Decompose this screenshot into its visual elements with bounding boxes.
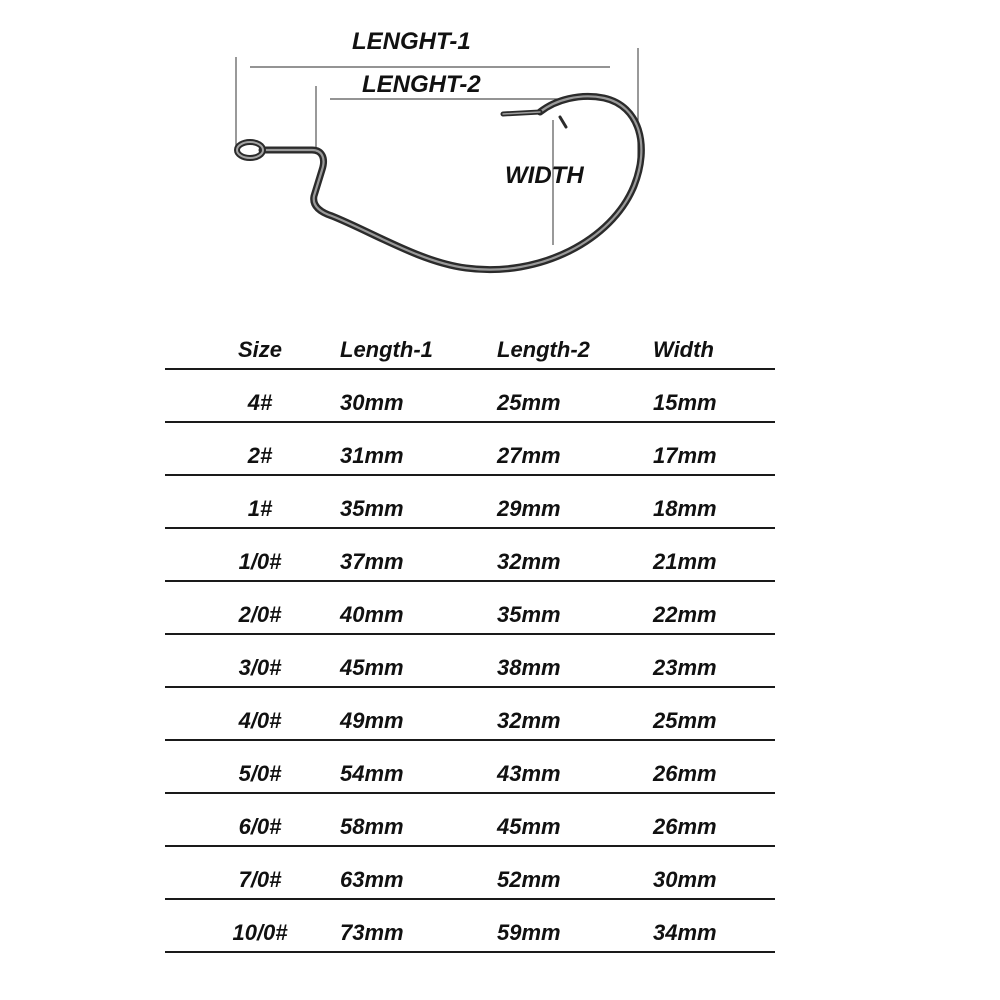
width-label: WIDTH — [505, 162, 584, 189]
length1-cell: 45mm — [340, 655, 404, 680]
header-size: Size — [237, 337, 283, 362]
table-row — [165, 900, 775, 953]
length1-cell: 35mm — [340, 496, 404, 521]
size-table — [165, 325, 775, 953]
hook-wire — [262, 96, 641, 269]
size-cell: 1# — [247, 496, 273, 521]
header-length1: Length-1 — [340, 337, 433, 362]
size-cell: 3/0# — [238, 655, 282, 680]
length1-cell: 49mm — [340, 708, 404, 733]
size-cell: 1/0# — [238, 549, 282, 574]
length1-cell: 40mm — [340, 602, 404, 627]
length2-cell: 52mm — [497, 867, 561, 892]
width-cell: 26mm — [653, 814, 717, 839]
size-cell: 7/0# — [238, 867, 282, 892]
size-cell: 4# — [247, 390, 273, 415]
length2-cell: 43mm — [497, 761, 561, 786]
hook-diagram — [0, 0, 1000, 300]
length1-cell: 58mm — [340, 814, 404, 839]
width-cell: 23mm — [653, 655, 717, 680]
length1-label: LENGHT-1 — [352, 28, 471, 55]
width-cell: 21mm — [653, 549, 717, 574]
length2-cell: 59mm — [497, 920, 561, 945]
length1-cell: 63mm — [340, 867, 404, 892]
header-width: Width — [653, 337, 714, 362]
length1-cell: 37mm — [340, 549, 404, 574]
length1-cell: 73mm — [340, 920, 404, 945]
width-cell: 30mm — [653, 867, 717, 892]
length1-cell: 31mm — [340, 443, 404, 468]
width-cell: 34mm — [653, 920, 717, 945]
table-rule — [165, 951, 775, 953]
width-cell: 15mm — [653, 390, 717, 415]
table-row — [165, 476, 775, 529]
length2-cell: 32mm — [497, 708, 561, 733]
header-length2: Length-2 — [497, 337, 590, 362]
width-cell: 22mm — [653, 602, 717, 627]
length2-label: LENGHT-2 — [362, 71, 481, 98]
length2-cell: 25mm — [497, 390, 561, 415]
table-row — [165, 847, 775, 900]
length2-cell: 45mm — [497, 814, 561, 839]
length1-cell: 30mm — [340, 390, 404, 415]
size-cell: 2/0# — [238, 602, 282, 627]
length2-cell: 38mm — [497, 655, 561, 680]
size-cell: 6/0# — [238, 814, 282, 839]
table-row — [165, 635, 775, 688]
size-cell: 5/0# — [238, 761, 282, 786]
size-cell: 2# — [247, 443, 273, 468]
table-row — [165, 688, 775, 741]
length2-cell: 35mm — [497, 602, 561, 627]
table-row — [165, 370, 775, 423]
table-row — [165, 741, 775, 794]
length2-cell: 27mm — [497, 443, 561, 468]
length2-cell: 32mm — [497, 549, 561, 574]
width-cell: 18mm — [653, 496, 717, 521]
size-cell: 10/0# — [232, 920, 288, 945]
table-body — [165, 370, 775, 953]
fishing-hook-illustration — [0, 0, 1000, 300]
length1-cell: 54mm — [340, 761, 404, 786]
width-cell: 25mm — [653, 708, 717, 733]
table-row — [165, 529, 775, 582]
length2-cell: 29mm — [497, 496, 561, 521]
table-row — [165, 794, 775, 847]
table-header-row — [165, 325, 775, 370]
table-row — [165, 582, 775, 635]
table-row — [165, 423, 775, 476]
width-cell: 17mm — [653, 443, 717, 468]
size-cell: 4/0# — [238, 708, 282, 733]
width-cell: 26mm — [653, 761, 717, 786]
